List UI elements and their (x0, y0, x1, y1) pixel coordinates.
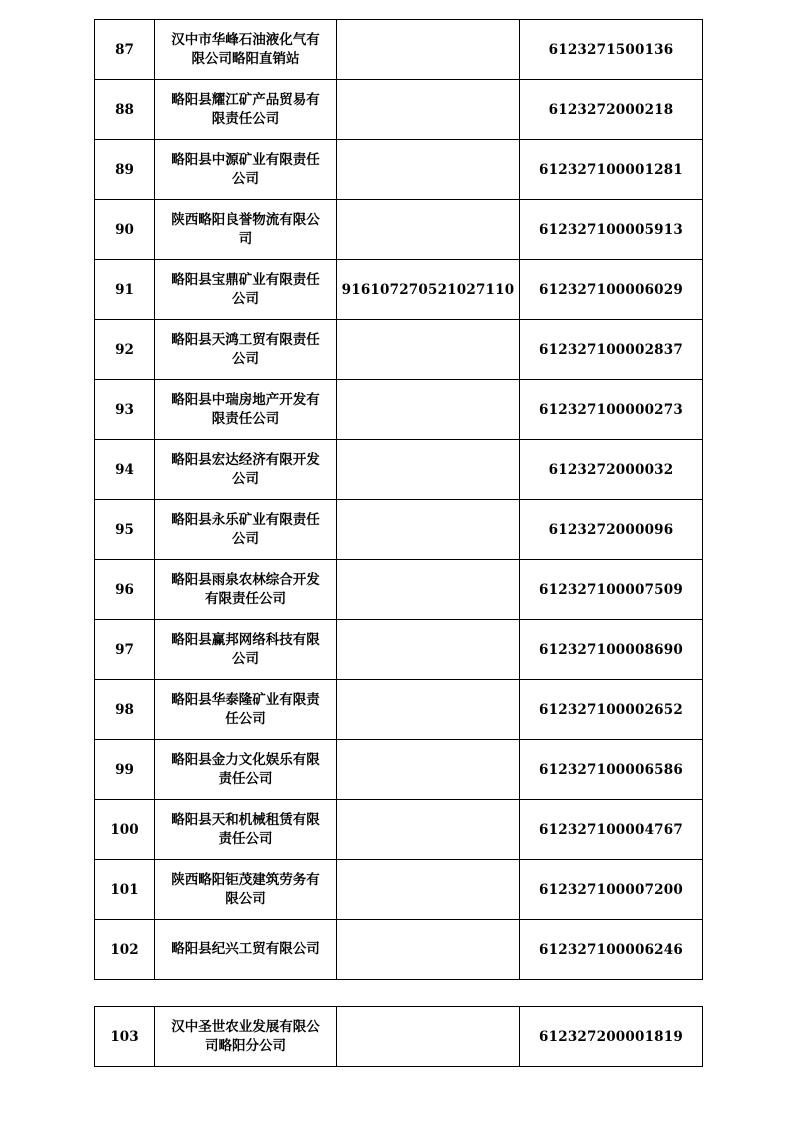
company-name (155, 260, 337, 320)
row-number: 96 (95, 560, 155, 620)
company-name (155, 740, 337, 800)
company-name (155, 620, 337, 680)
company-name (155, 140, 337, 200)
table-row (95, 680, 703, 740)
table-row (95, 740, 703, 800)
company-name-line-1: 略阳县金力文化娱乐有限 (171, 751, 320, 768)
table-row (95, 920, 703, 980)
company-name-line-1: 略阳县雨泉农林综合开发 (171, 571, 320, 588)
company-name-line-2: 司 (238, 230, 253, 247)
registration-number: 612327200001819 (520, 1007, 703, 1067)
company-name-line-2: 公司 (232, 170, 259, 187)
registration-number: 612327100005913 (520, 200, 703, 260)
company-name-line-1: 略阳县耀江矿产品贸易有 (171, 91, 320, 108)
company-name (155, 20, 337, 80)
table-row (95, 1007, 703, 1067)
company-name-line-1: 略阳县天鸿工贸有限责任 (171, 331, 320, 348)
company-name (155, 560, 337, 620)
credit-code: 916107270521027110 (337, 260, 520, 320)
company-name-line-1: 略阳县宝鼎矿业有限责任 (171, 271, 320, 288)
company-registry-table (94, 19, 703, 980)
table-row (95, 200, 703, 260)
company-name (155, 320, 337, 380)
table-row (95, 320, 703, 380)
company-name (155, 500, 337, 560)
table-row (95, 620, 703, 680)
company-name-line-2: 司略阳分公司 (205, 1037, 286, 1054)
registration-number: 612327100000273 (520, 380, 703, 440)
company-name-line-1: 略阳县永乐矿业有限责任 (171, 511, 320, 528)
table-row (95, 260, 703, 320)
table-row (95, 20, 703, 80)
credit-code (337, 920, 520, 980)
company-name-line-1: 略阳县华泰隆矿业有限责 (171, 691, 320, 708)
company-name (155, 800, 337, 860)
table-row (95, 560, 703, 620)
row-number: 92 (95, 320, 155, 380)
table-row (95, 380, 703, 440)
company-name (155, 440, 337, 500)
table-row (95, 440, 703, 500)
table-body (95, 20, 703, 980)
company-name (155, 920, 337, 980)
credit-code (337, 560, 520, 620)
row-number: 87 (95, 20, 155, 80)
registration-number: 612327100007509 (520, 560, 703, 620)
credit-code (337, 500, 520, 560)
credit-code (337, 20, 520, 80)
credit-code (337, 800, 520, 860)
registration-number: 612327100007200 (520, 860, 703, 920)
registration-number: 612327100002652 (520, 680, 703, 740)
company-name-line-2: 公司 (232, 350, 259, 367)
row-number: 100 (95, 800, 155, 860)
credit-code (337, 200, 520, 260)
registration-number: 6123271500136 (520, 20, 703, 80)
company-name-line-1: 略阳县中瑞房地产开发有 (171, 391, 320, 408)
company-name-line-1: 略阳县宏达经济有限开发 (171, 451, 320, 468)
company-name-line-2: 公司 (232, 650, 259, 667)
company-name-line-2: 限责任公司 (211, 110, 280, 127)
company-name-line-2: 有限责任公司 (205, 590, 286, 607)
registration-number: 6123272000096 (520, 500, 703, 560)
table-row (95, 800, 703, 860)
credit-code (337, 1007, 520, 1067)
company-name-line-2: 公司 (232, 530, 259, 547)
row-number: 94 (95, 440, 155, 500)
row-number: 90 (95, 200, 155, 260)
registration-number: 612327100006246 (520, 920, 703, 980)
company-name (155, 380, 337, 440)
company-name-line-1: 陕西略阳钜茂建筑劳务有 (171, 871, 320, 888)
company-name-line-1: 略阳县纪兴工贸有限公司 (171, 941, 320, 957)
row-number: 93 (95, 380, 155, 440)
registration-number: 612327100006029 (520, 260, 703, 320)
company-name-line-1: 汉中圣世农业发展有限公 (171, 1018, 320, 1035)
credit-code (337, 680, 520, 740)
credit-code (337, 140, 520, 200)
registration-number: 612327100001281 (520, 140, 703, 200)
company-name-line-1: 汉中市华峰石油液化气有 (171, 31, 320, 48)
credit-code (337, 320, 520, 380)
table-body (95, 1007, 703, 1067)
table-row (95, 140, 703, 200)
registration-number: 612327100006586 (520, 740, 703, 800)
row-number: 98 (95, 680, 155, 740)
row-number: 102 (95, 920, 155, 980)
row-number: 95 (95, 500, 155, 560)
company-name-line-2: 责任公司 (218, 770, 273, 787)
company-name (155, 680, 337, 740)
company-name-line-1: 略阳县赢邦网络科技有限 (171, 631, 320, 648)
registration-number: 612327100008690 (520, 620, 703, 680)
credit-code (337, 620, 520, 680)
company-name-line-2: 限公司略阳直销站 (191, 50, 300, 67)
company-name-line-2: 公司 (232, 470, 259, 487)
credit-code (337, 380, 520, 440)
company-name-line-2: 限公司 (225, 890, 266, 907)
row-number: 88 (95, 80, 155, 140)
registration-number: 612327100004767 (520, 800, 703, 860)
table-row (95, 860, 703, 920)
company-name-line-2: 公司 (232, 290, 259, 307)
row-number: 103 (95, 1007, 155, 1067)
table-row (95, 80, 703, 140)
registration-number: 612327100002837 (520, 320, 703, 380)
row-number: 99 (95, 740, 155, 800)
company-name-line-2: 限责任公司 (211, 410, 280, 427)
company-name-line-2: 责任公司 (218, 830, 273, 847)
company-name-line-1: 略阳县天和机械租赁有限 (171, 811, 320, 828)
company-name-line-1: 陕西略阳良誉物流有限公 (171, 211, 320, 228)
company-name-line-1: 略阳县中源矿业有限责任 (171, 151, 320, 168)
table-row (95, 500, 703, 560)
registration-number: 6123272000032 (520, 440, 703, 500)
company-registry-table-continued (94, 1006, 703, 1067)
company-name-line-2: 任公司 (225, 710, 266, 727)
credit-code (337, 740, 520, 800)
company-name (155, 1007, 337, 1067)
company-name (155, 80, 337, 140)
row-number: 101 (95, 860, 155, 920)
row-number: 91 (95, 260, 155, 320)
credit-code (337, 80, 520, 140)
row-number: 89 (95, 140, 155, 200)
row-number: 97 (95, 620, 155, 680)
credit-code (337, 440, 520, 500)
company-name (155, 860, 337, 920)
credit-code (337, 860, 520, 920)
registration-number: 6123272000218 (520, 80, 703, 140)
company-name (155, 200, 337, 260)
